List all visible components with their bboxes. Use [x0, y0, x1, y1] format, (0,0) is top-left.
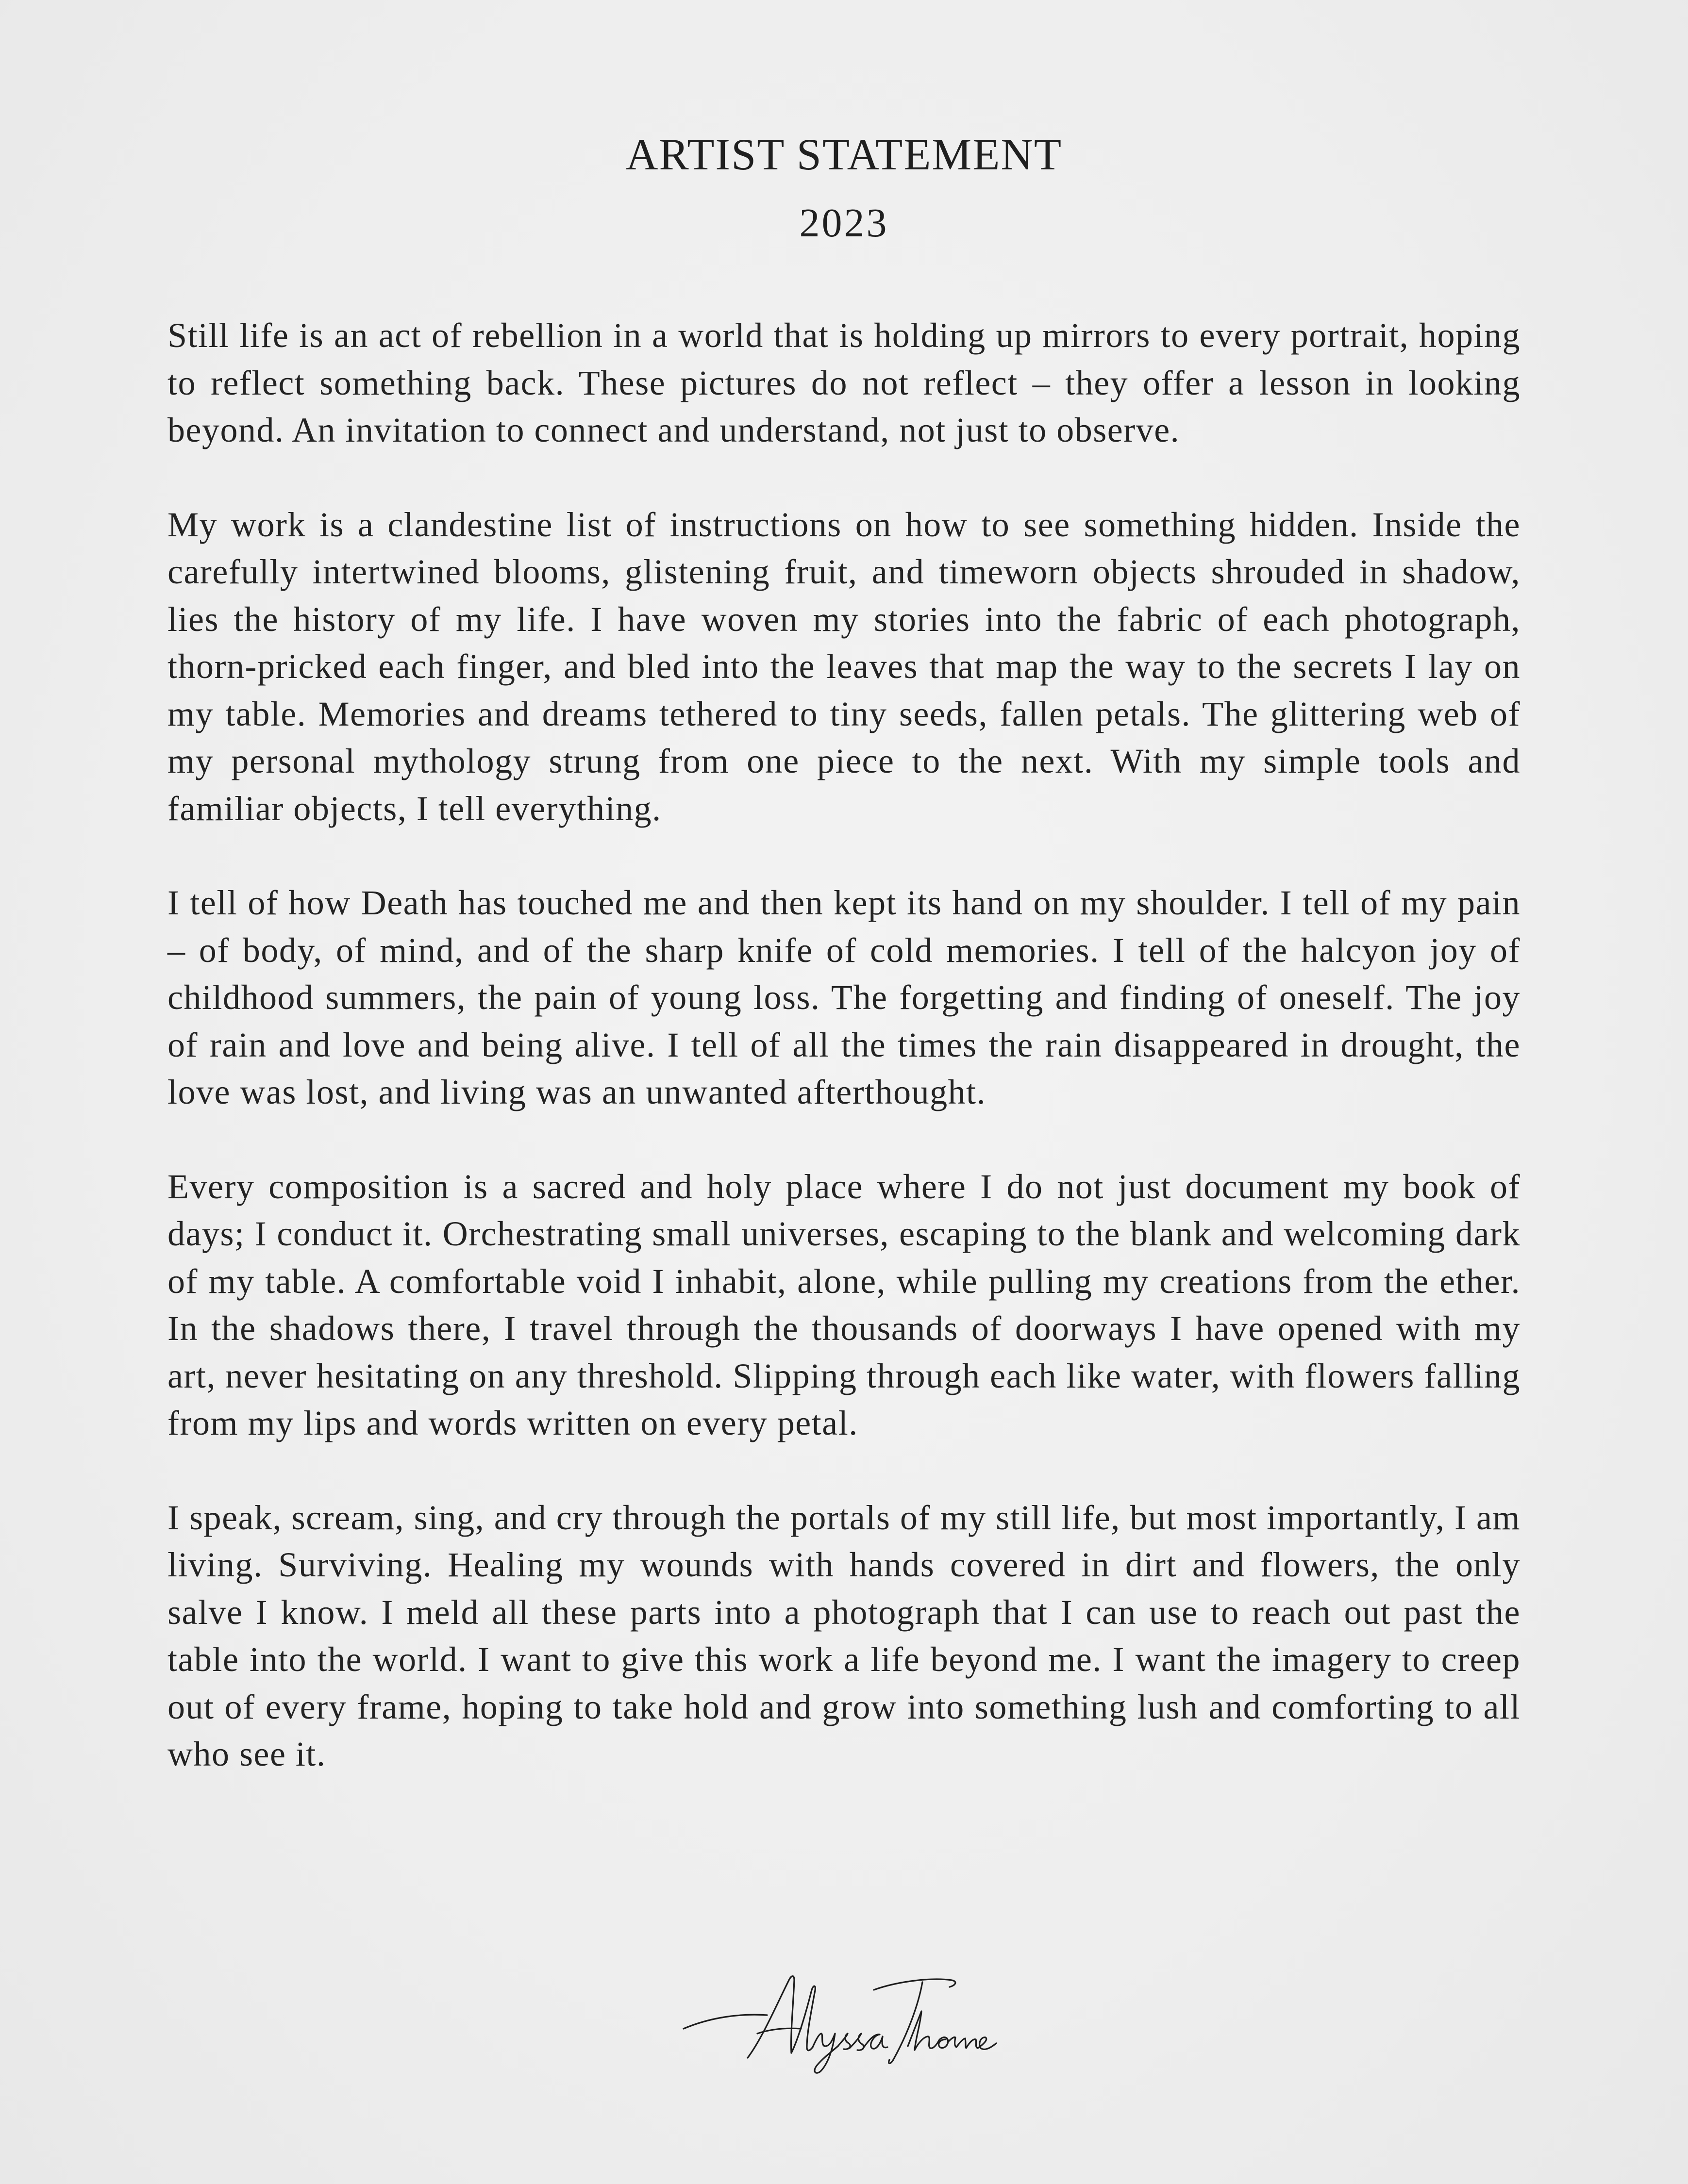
document-title: ARTIST STATEMENT — [625, 130, 1063, 179]
paragraph-3: I tell of how Death has touched me and then kept its hand on my shoulder. I tell of my pain – of body, of mind, and of the sharp knife of cold memories. I tell of the halcyon joy of childhood summers, the pain of young loss. The forgetting and finding of oneself. The joy of rain and love and being alive. I tell of all the times the rain disappeared in drought, the love was lost, and living was an unwanted afterthought. — [167, 883, 1521, 1111]
paragraph-5: I speak, scream, sing, and cry through the portals of my still life, but most importantly, I am living. Surviving. Healing my wounds with hands covered in dirt and flowers, the only salve I know. I meld all these parts into a photograph that I can use to reach out past the table into the world. I want to give this work a life beyond me. I want the imagery to creep out of every frame, hoping to take hold and grow into something lush and comforting to all who see it. — [167, 1498, 1521, 1773]
document-year: 2023 — [799, 200, 889, 246]
paragraph-4: Every composition is a sacred and holy place where I do not just document my book of days; I conduct it. Orchestrating small universes, escaping to the blank and welcoming dark of my table. A comfortable void I inhabit, alone, while pulling my creations from the ether. In the shadows there, I travel through the thousands of doorways I have opened with my art, never hesitating on any threshold. Slipping through each like water, with flowers falling from my lips and words written on every petal. — [167, 1167, 1521, 1442]
paragraph-2: My work is a clandestine list of instructions on how to see something hidden. Inside the carefully intertwined blooms, glistening fruit, and timeworn objects shrouded in shadow, lies the history of my life. I have woven my stories into the fabric of each photograph, thorn-pricked each finger, and bled into the leaves that map the way to the secrets I lay on my table. Memories and dreams tethered to tiny seeds, fallen petals. The glittering web of my personal mythology strung from one piece to the next. With my simple tools and familiar objects, I tell everything. — [167, 505, 1521, 828]
signature-image — [680, 1961, 1000, 2077]
statement-body — [167, 312, 1521, 1778]
handwritten-signature — [680, 1961, 1000, 2077]
paragraph-1: Still life is an act of rebellion in a world that is holding up mirrors to every portrait, hoping to reflect something back. These pictures do not reflect – they offer a lesson in looking beyond. An invitation to connect and understand, not just to observe. — [167, 316, 1521, 449]
